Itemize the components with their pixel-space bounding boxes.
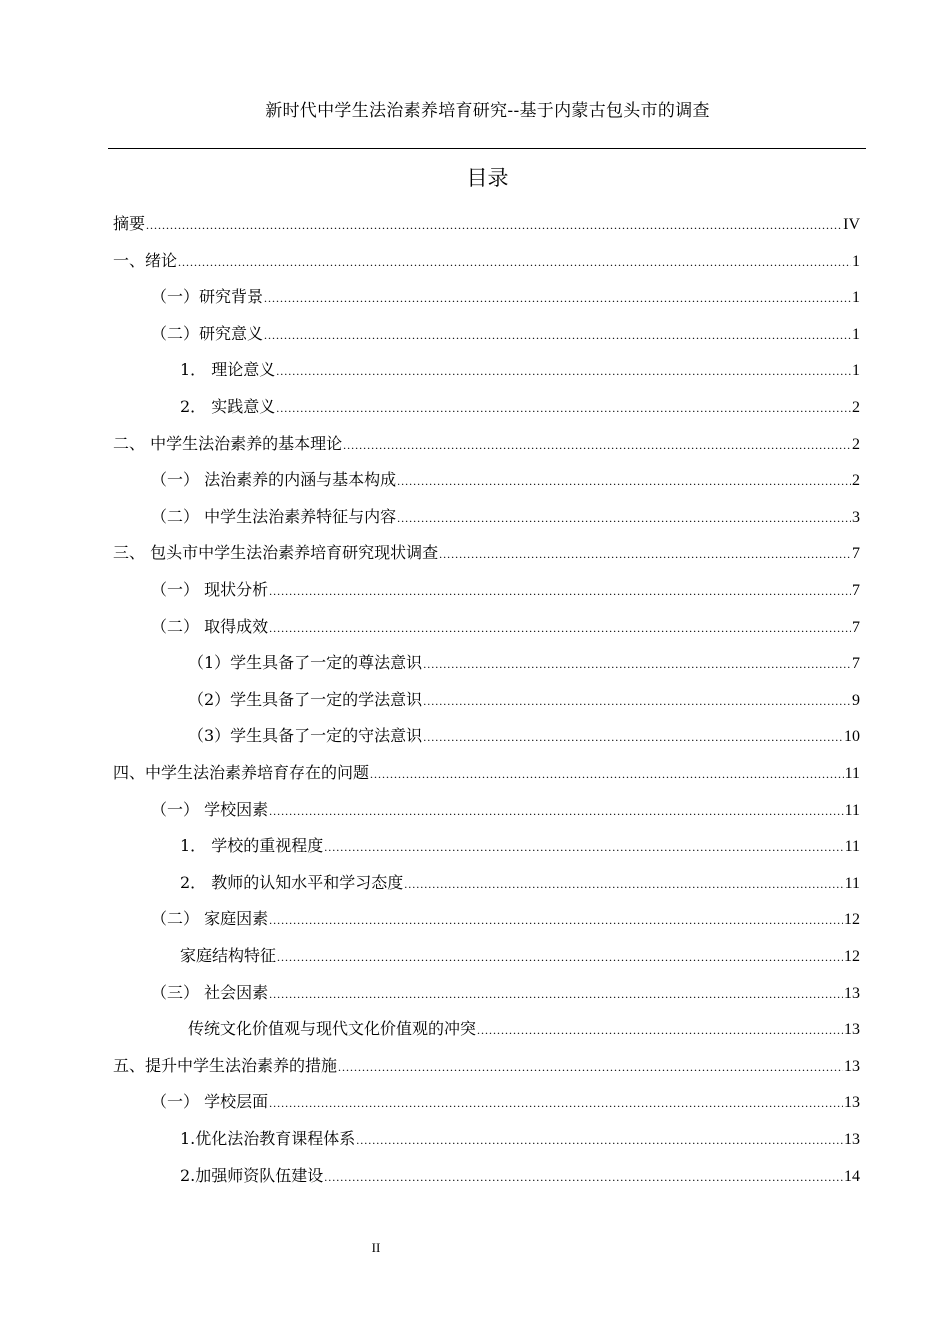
toc-entry[interactable] [180, 946, 860, 967]
toc-entry-label: 传统文化价值观与现代文化价值观的冲突 [188, 1019, 477, 1038]
dot-leader [370, 764, 844, 784]
toc-entry-page: 7 [852, 545, 860, 562]
toc-entry-label: 二、 中学生法治素养的基本理论 [113, 434, 343, 453]
toc-entry[interactable] [151, 470, 860, 491]
toc-entry-label: 2.加强师资队伍建设 [180, 1166, 324, 1185]
toc-entry-label: （一） 现状分析 [151, 580, 269, 599]
toc-entry-label: （二） 中学生法治素养特征与内容 [151, 507, 397, 526]
toc-entry-page: 1 [852, 289, 860, 306]
toc-entry-label: 2． 实践意义 [180, 397, 276, 416]
toc-entry[interactable] [151, 287, 860, 308]
toc-entry-page: 13 [844, 1094, 860, 1111]
dot-leader [404, 874, 843, 894]
toc-entry[interactable] [188, 690, 860, 711]
toc-entry[interactable] [180, 397, 860, 418]
toc-entry-page: 11 [844, 802, 860, 819]
toc-entry[interactable] [151, 580, 860, 601]
toc-entry-page: 2 [852, 472, 860, 489]
dot-leader [269, 581, 851, 601]
toc-entry-label: （二） 家庭因素 [151, 909, 269, 928]
dot-leader [343, 435, 851, 455]
toc-entry[interactable] [180, 1166, 860, 1187]
dot-leader [264, 325, 851, 345]
dot-leader [423, 727, 843, 747]
toc-entry[interactable] [151, 617, 860, 638]
running-header: 新时代中学生法治素养培育研究--基于内蒙古包头市的调查 [265, 101, 710, 121]
toc-entry-label: 摘要 [113, 214, 146, 233]
toc-entry-page: 1 [852, 326, 860, 343]
toc-entry-label: （3）学生具备了一定的守法意识 [188, 726, 423, 745]
toc-entry-page: 1 [852, 362, 860, 379]
toc-entry[interactable] [180, 1129, 860, 1150]
toc-entry[interactable] [180, 873, 860, 894]
footer-page-number: II [371, 1240, 381, 1255]
dot-leader [269, 801, 844, 821]
toc-entry-page: 14 [844, 1168, 860, 1185]
toc-entry-label: 家庭结构特征 [180, 946, 277, 965]
dot-leader [178, 252, 851, 272]
toc-entry-page: 11 [844, 875, 860, 892]
toc-entry-label: 1． 学校的重视程度 [180, 836, 324, 855]
dot-leader [146, 215, 842, 235]
dot-leader [269, 910, 843, 930]
toc-entry-page: 13 [844, 1058, 860, 1075]
toc-entry[interactable] [188, 1019, 860, 1040]
toc-entry[interactable] [113, 543, 860, 564]
dot-leader [338, 1057, 843, 1077]
toc-entry-page: 10 [844, 728, 860, 745]
toc-entry[interactable] [151, 800, 860, 821]
toc-entry-page: 2 [852, 399, 860, 416]
toc-entry[interactable] [113, 251, 860, 272]
toc-entry[interactable] [113, 1056, 860, 1077]
toc-entry-page: 13 [844, 985, 860, 1002]
toc-entry-label: 四、中学生法治素养培育存在的问题 [113, 763, 370, 782]
toc-entry-label: （二） 取得成效 [151, 617, 269, 636]
toc-entry[interactable] [180, 836, 860, 857]
dot-leader [276, 398, 851, 418]
toc-entry[interactable] [151, 507, 860, 528]
toc-entry-page: 7 [852, 619, 860, 636]
toc-entry-label: 1.优化法治教育课程体系 [180, 1129, 356, 1148]
dot-leader [276, 361, 851, 381]
toc-entry[interactable] [188, 653, 860, 674]
toc-entry-label: （一）研究背景 [151, 287, 264, 306]
toc-entry-page: 7 [852, 655, 860, 672]
header-rule [108, 148, 866, 149]
dot-leader [324, 1167, 843, 1187]
dot-leader [397, 471, 851, 491]
toc-entry-page: 12 [844, 948, 860, 965]
toc-entry[interactable] [113, 434, 860, 455]
toc-entry-page: 1 [852, 253, 860, 270]
toc-entry-page: 11 [844, 765, 860, 782]
toc-entry-label: 三、 包头市中学生法治素养培育研究现状调查 [113, 543, 439, 562]
toc-entry-page: 7 [852, 582, 860, 599]
dot-leader [269, 1093, 843, 1113]
toc-entry-page: 13 [844, 1131, 860, 1148]
toc-entry-page: 12 [844, 911, 860, 928]
toc-entry[interactable] [188, 726, 860, 747]
dot-leader [264, 288, 851, 308]
dot-leader [277, 947, 843, 967]
dot-leader [269, 984, 843, 1004]
dot-leader [477, 1020, 843, 1040]
toc-entry-label: （1）学生具备了一定的尊法意识 [188, 653, 423, 672]
toc-entry-page: 11 [844, 838, 860, 855]
toc-entry[interactable] [151, 1092, 860, 1113]
dot-leader [423, 654, 851, 674]
toc-entry-label: 1． 理论意义 [180, 360, 276, 379]
toc-entry-page: 3 [852, 509, 860, 526]
dot-leader [439, 544, 851, 564]
toc-entry-label: （一） 学校因素 [151, 800, 269, 819]
toc-entry-label: （三） 社会因素 [151, 983, 269, 1002]
dot-leader [356, 1130, 843, 1150]
toc-entry-label: 2． 教师的认知水平和学习态度 [180, 873, 404, 892]
toc-entry[interactable] [151, 983, 860, 1004]
toc-entry-page: 9 [852, 692, 860, 709]
toc-entry[interactable] [113, 214, 860, 235]
toc-entry-page: IV [843, 216, 860, 233]
toc-entry-page: 2 [852, 436, 860, 453]
toc-title: 目录 [466, 166, 509, 190]
toc-entry[interactable] [151, 324, 860, 345]
toc-entry-label: 一、绪论 [113, 251, 178, 270]
toc-entry[interactable] [151, 909, 860, 930]
dot-leader [397, 508, 851, 528]
toc-entry-label: （二）研究意义 [151, 324, 264, 343]
toc-entry[interactable] [113, 763, 860, 784]
toc-entry-label: （一） 学校层面 [151, 1092, 269, 1111]
toc-entry-label: （2）学生具备了一定的学法意识 [188, 690, 423, 709]
dot-leader [269, 618, 851, 638]
toc-entry-label: （一） 法治素养的内涵与基本构成 [151, 470, 397, 489]
dot-leader [324, 837, 843, 857]
toc-entry-label: 五、提升中学生法治素养的措施 [113, 1056, 338, 1075]
toc-entry-page: 13 [844, 1021, 860, 1038]
dot-leader [423, 691, 851, 711]
toc-entry[interactable] [180, 360, 860, 381]
